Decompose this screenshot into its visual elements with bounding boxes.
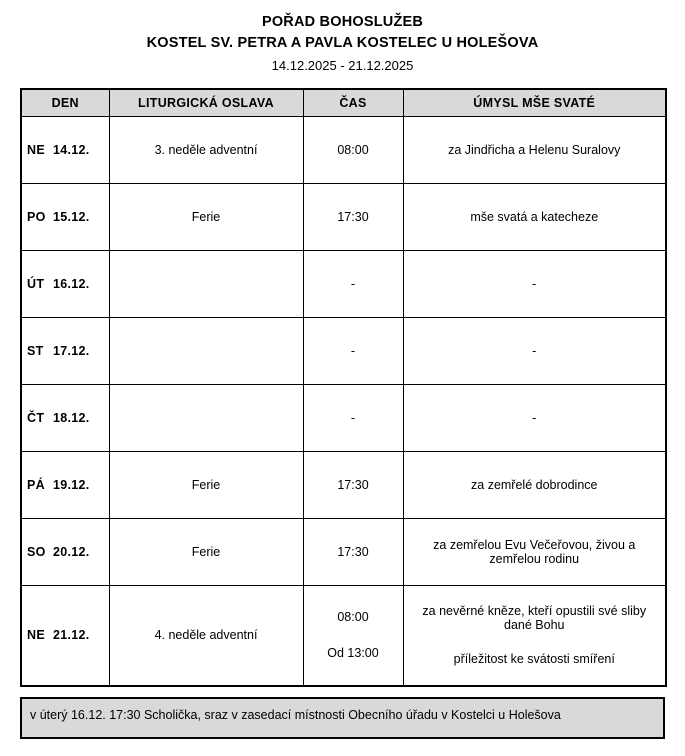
cell-celebration: Ferie xyxy=(109,519,303,586)
date-range: 14.12.2025 - 21.12.2025 xyxy=(271,58,414,73)
column-header-time: ČAS xyxy=(303,89,403,117)
cell-time: - xyxy=(303,318,403,385)
column-header-celebration: LITURGICKÁ OSLAVA xyxy=(109,89,303,117)
cell-intention-secondary: příležitost ke svátosti smíření xyxy=(453,652,615,667)
title-line-2: KOSTEL SV. PETRA A PAVLA KOSTELEC U HOLEŠOVA xyxy=(146,35,539,51)
cell-intention: mše svatá a katecheze xyxy=(403,184,666,251)
day-name: PÁ xyxy=(27,478,45,492)
table-header-row xyxy=(21,89,666,117)
table-row xyxy=(21,251,666,318)
cell-day xyxy=(21,586,109,686)
cell-intention xyxy=(403,586,666,686)
cell-time: 08:00 xyxy=(303,117,403,184)
day-name: PO xyxy=(27,210,46,224)
cell-day xyxy=(21,318,109,385)
cell-intention: - xyxy=(403,385,666,452)
cell-intention: za zemřelou Evu Večeřovou, živou a zemřelou rodinu xyxy=(403,519,666,586)
day-date: 16.12. xyxy=(53,277,90,291)
cell-time: - xyxy=(303,385,403,452)
table-row xyxy=(21,117,666,184)
cell-intention: za Jindřicha a Helenu Suralovy xyxy=(403,117,666,184)
day-date: 21.12. xyxy=(53,628,90,643)
cell-day xyxy=(21,385,109,452)
cell-celebration: 3. neděle adventní xyxy=(109,117,303,184)
day-date: 17.12. xyxy=(53,344,90,358)
cell-day xyxy=(21,117,109,184)
footer-wrapper xyxy=(20,697,665,739)
cell-celebration: Ferie xyxy=(109,184,303,251)
title-line-1: POŘAD BOHOSLUŽEB xyxy=(261,14,424,30)
cell-intention: za zemřelé dobrodince xyxy=(403,452,666,519)
footer-note: v úterý 16.12. 17:30 Scholička, sraz v zasedací místnosti Obecního úřadu v Kostelci u Holešova xyxy=(20,697,665,739)
cell-day xyxy=(21,251,109,318)
cell-time: 17:30 xyxy=(303,452,403,519)
day-date: 14.12. xyxy=(53,143,90,157)
day-date: 19.12. xyxy=(53,478,90,492)
table-row xyxy=(21,318,666,385)
day-name: ST xyxy=(27,344,44,358)
day-date: 15.12. xyxy=(53,210,90,224)
cell-time: - xyxy=(303,251,403,318)
cell-celebration: Ferie xyxy=(109,452,303,519)
document-header xyxy=(0,0,685,76)
cell-time: 17:30 xyxy=(303,184,403,251)
cell-intention: - xyxy=(403,318,666,385)
table-row xyxy=(21,385,666,452)
cell-day xyxy=(21,184,109,251)
cell-intention-primary: za nevěrné kněze, kteří opustili své sliby dané Bohu xyxy=(422,604,647,633)
column-header-intention: ÚMYSL MŠE SVATÉ xyxy=(403,89,666,117)
cell-day xyxy=(21,452,109,519)
cell-time-primary: 08:00 xyxy=(337,610,369,625)
cell-celebration: 4. neděle adventní xyxy=(109,586,303,686)
cell-intention: - xyxy=(403,251,666,318)
table-row xyxy=(21,519,666,586)
day-name: NE xyxy=(27,628,45,643)
schedule-table-wrapper xyxy=(20,88,665,687)
cell-celebration xyxy=(109,318,303,385)
cell-celebration xyxy=(109,385,303,452)
day-date: 20.12. xyxy=(53,545,90,559)
column-header-day: DEN xyxy=(21,89,109,117)
cell-celebration xyxy=(109,251,303,318)
day-name: ÚT xyxy=(27,277,45,291)
day-name: ČT xyxy=(27,411,45,425)
day-date: 18.12. xyxy=(53,411,90,425)
table-row xyxy=(21,184,666,251)
table-row xyxy=(21,452,666,519)
day-name: SO xyxy=(27,545,46,559)
cell-time xyxy=(303,586,403,686)
table-row xyxy=(21,586,666,686)
cell-time-secondary: Od 13:00 xyxy=(327,646,379,661)
schedule-table xyxy=(20,88,667,687)
cell-time: 17:30 xyxy=(303,519,403,586)
cell-day xyxy=(21,519,109,586)
day-name: NE xyxy=(27,143,45,157)
